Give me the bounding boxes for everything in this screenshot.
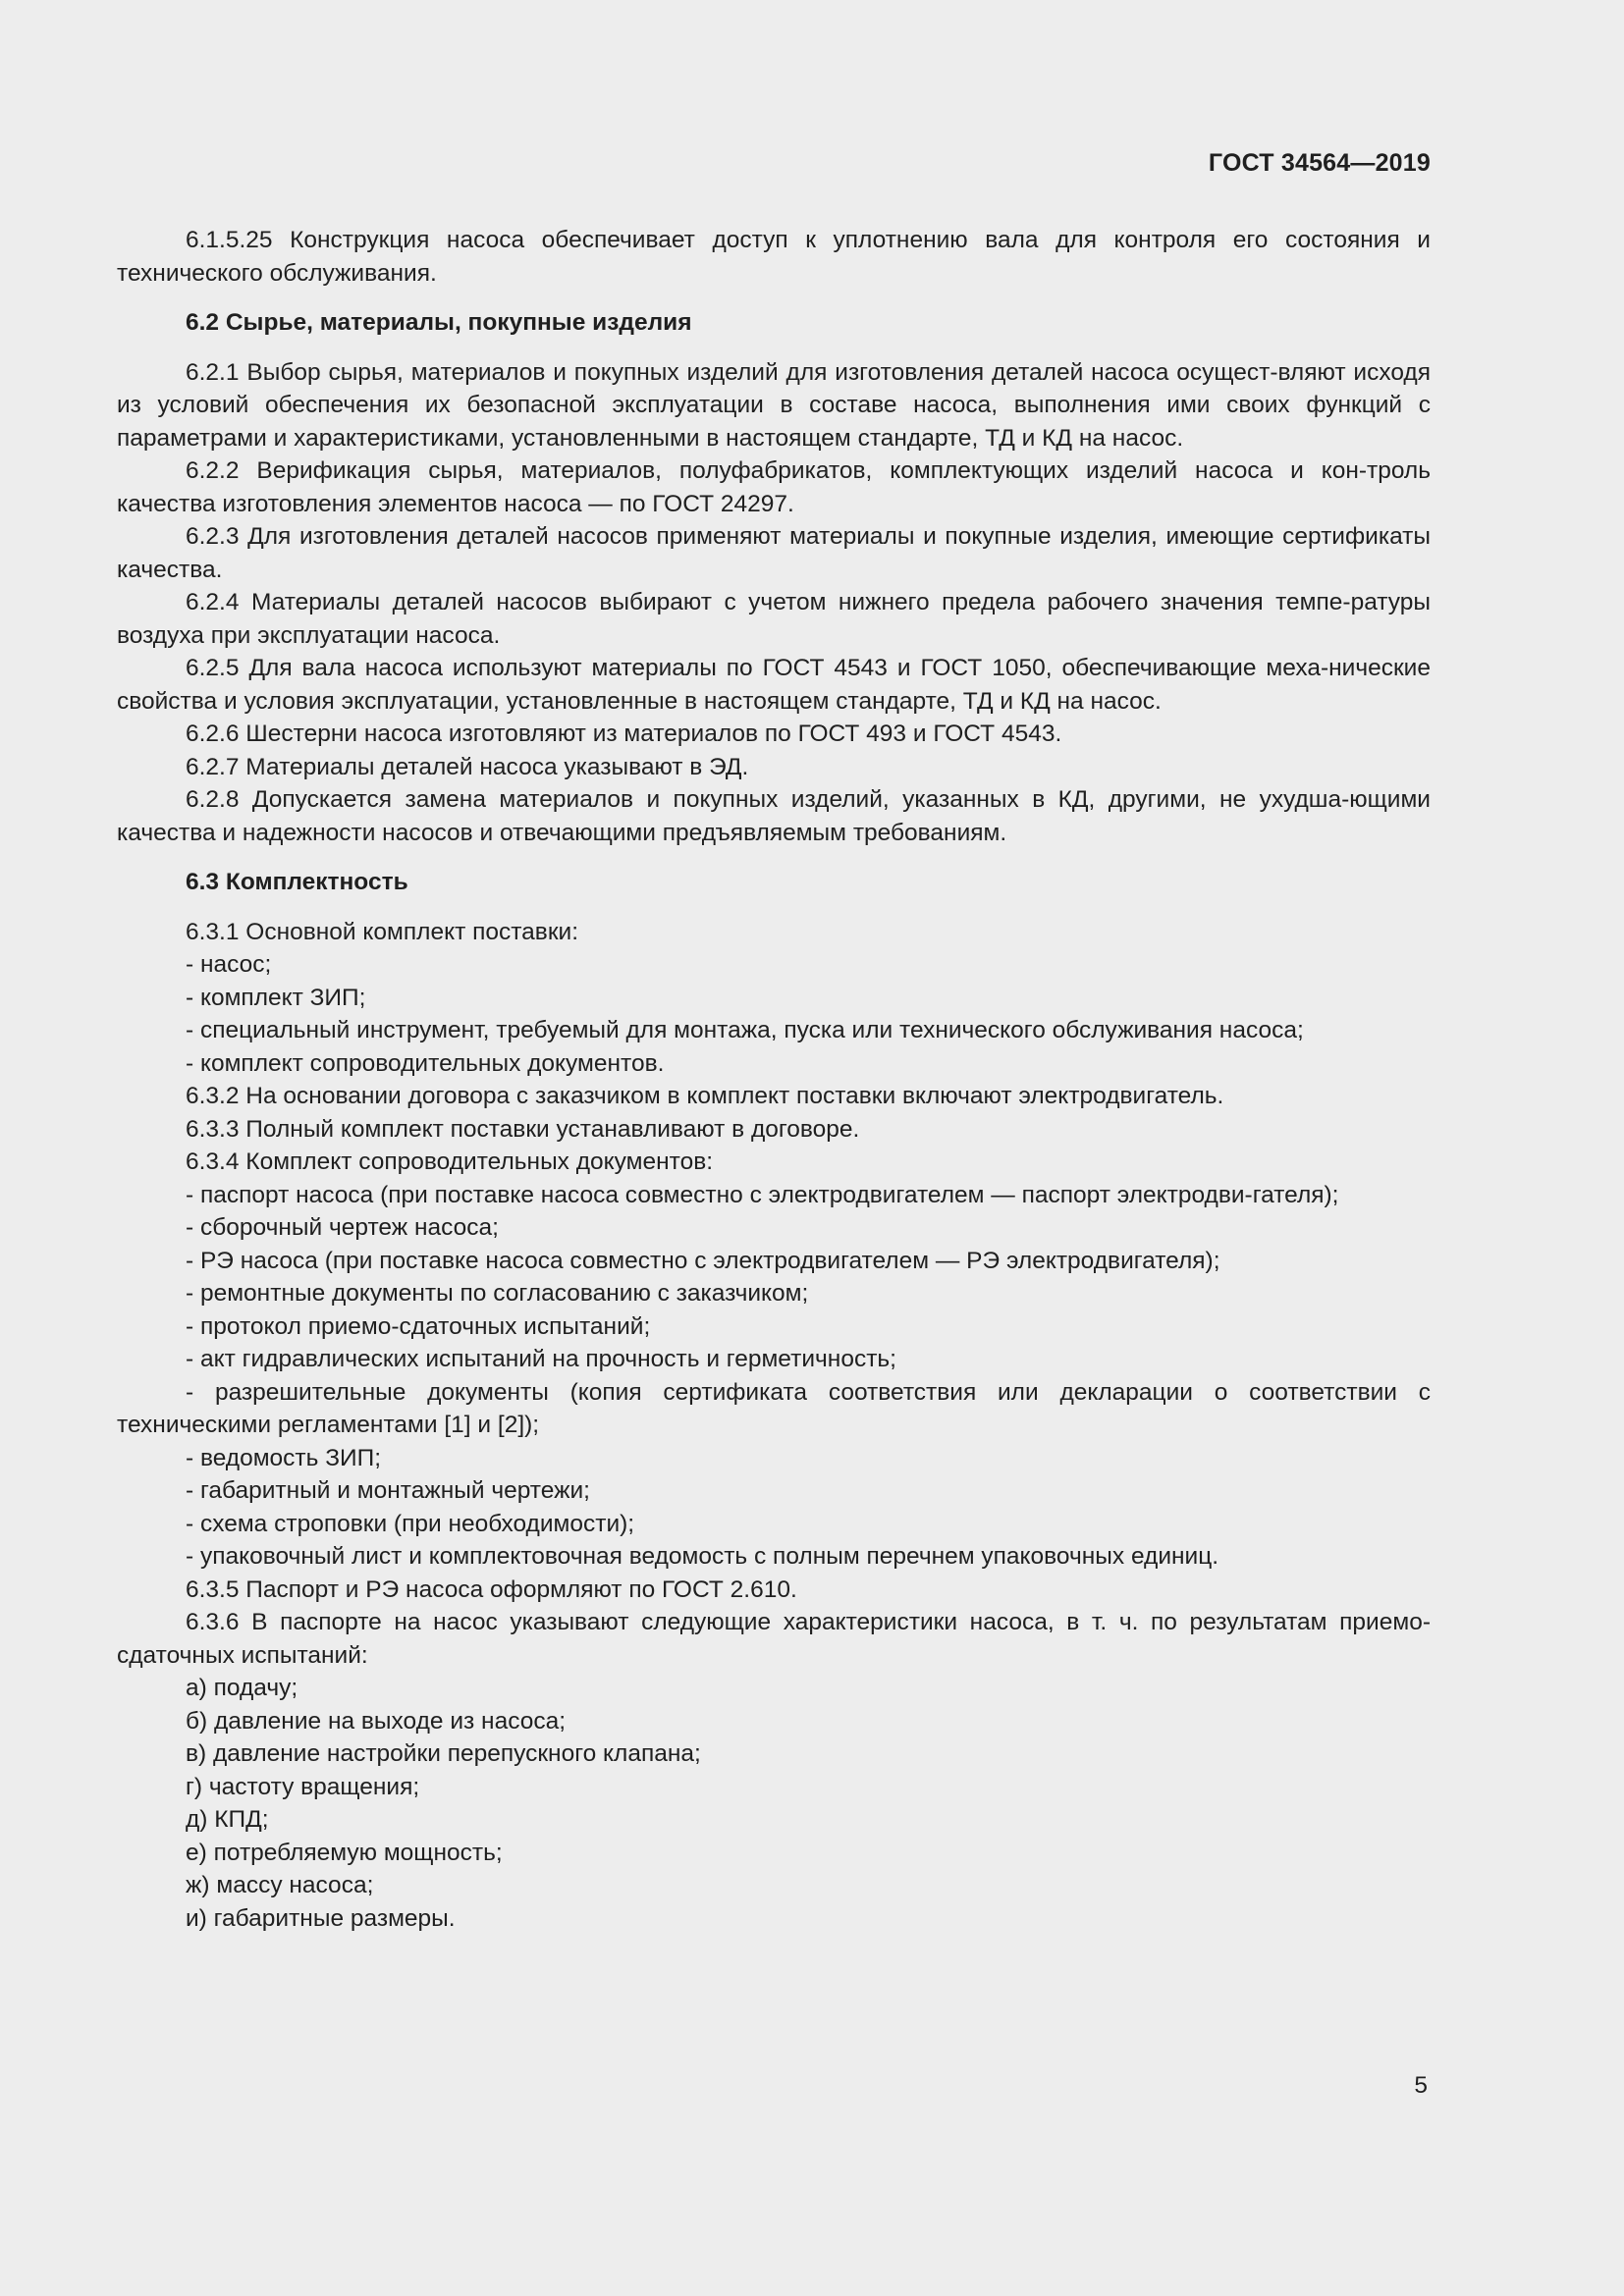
list-item: - комплект сопроводительных документов. — [186, 1049, 665, 1077]
list-item: - насос; — [186, 951, 272, 978]
list-item: - схема строповки (при необходимости); — [186, 1510, 635, 1537]
paragraph-6-3-3: 6.3.3 Полный комплект поставки устанавливают в договоре. — [186, 1115, 860, 1143]
list-item: е) потребляемую мощность; — [186, 1839, 503, 1866]
list-item: - протокол приемо-сдаточных испытаний; — [186, 1312, 651, 1340]
list-item: - ведомость ЗИП; — [186, 1444, 382, 1471]
list-item: - специальный инструмент, требуемый для монтажа, пуска или технического обслуживания насоса; — [186, 1017, 1304, 1043]
list-item: ж) массу насоса; — [186, 1872, 374, 1898]
list-item: - габаритный и монтажный чертежи; — [186, 1477, 590, 1504]
paragraph-6-2-3: 6.2.3 Для изготовления деталей насосов применяют материалы и покупные изделия, имеющие сертификаты качества. — [117, 523, 1431, 583]
paragraph-6-2-6: 6.2.6 Шестерни насоса изготовляют из материалов по ГОСТ 493 и ГОСТ 4543. — [186, 721, 1062, 747]
paragraph-6-1-5-25: 6.1.5.25 Конструкция насоса обеспечивает доступ к уплотнению вала для контроля его состояния и технического обслуживания. — [117, 227, 1431, 287]
paragraph-6-2-2: 6.2.2 Верификация сырья, материалов, полуфабрикатов, комплектующих изделий насоса и кон-троль качества изготовления элементов насоса — по ГОСТ 24297. — [117, 457, 1431, 517]
section-heading-6-3: 6.3 Комплектность — [186, 869, 408, 895]
document-header: ГОСТ 34564—2019 — [1208, 149, 1431, 177]
section-heading-6-2: 6.2 Сырье, материалы, покупные изделия — [186, 309, 692, 336]
list-item: д) КПД; — [186, 1806, 269, 1833]
list-item: а) подачу; — [186, 1675, 298, 1701]
paragraph-6-2-7: 6.2.7 Материалы деталей насоса указывают в ЭД. — [186, 753, 749, 780]
paragraph-6-3-2: 6.3.2 На основании договора с заказчиком в комплект поставки включают электродвигатель. — [186, 1083, 1224, 1109]
paragraph-6-3-4: 6.3.4 Комплект сопроводительных документов: — [186, 1148, 714, 1175]
paragraph-6-3-5: 6.3.5 Паспорт и РЭ насоса оформляют по ГОСТ 2.610. — [186, 1575, 797, 1603]
paragraph-6-2-8: 6.2.8 Допускается замена материалов и покупных изделий, указанных в КД, другими, не ухудша-ющими качества и надежности насосов и отвечающими предъявляемым требованиям. — [117, 786, 1431, 846]
paragraph-6-2-4: 6.2.4 Материалы деталей насосов выбирают с учетом нижнего предела рабочего значения темпе-ратуры воздуха при эксплуатации насоса. — [117, 589, 1431, 649]
paragraph-6-3-1: 6.3.1 Основной комплект поставки: — [186, 918, 579, 945]
list-item: в) давление настройки перепускного клапана; — [186, 1740, 701, 1767]
paragraph-6-2-5: 6.2.5 Для вала насоса используют материалы по ГОСТ 4543 и ГОСТ 1050, обеспечивающие меха-нические свойства и условия эксплуатации, установленные в настоящем стандарте, ТД и КД на насос. — [117, 655, 1431, 715]
list-item: - разрешительные документы (копия сертификата соответствия или декларации о соответствии с техническими регламентами [1] и [2]); — [117, 1378, 1431, 1438]
list-item: - ремонтные документы по согласованию с заказчиком; — [186, 1280, 809, 1307]
paragraph-6-3-6: 6.3.6 В паспорте на насос указывают следующие характеристики насоса, в т. ч. по результатам приемо-сдаточных испытаний: — [117, 1609, 1431, 1669]
list-item: - паспорт насоса (при поставке насоса совместно с электродвигателем — паспорт электродви-гателя); — [186, 1181, 1339, 1208]
document-body — [117, 224, 1431, 1935]
list-item: - акт гидравлических испытаний на прочность и герметичность; — [186, 1346, 896, 1372]
list-item: г) частоту вращения; — [186, 1773, 420, 1800]
page-number: 5 — [1414, 2072, 1428, 2099]
list-item: - упаковочный лист и комплектовочная ведомость с полным перечнем упаковочных единиц. — [186, 1543, 1219, 1570]
paragraph-6-2-1: 6.2.1 Выбор сырья, материалов и покупных изделий для изготовления деталей насоса осущест-вляют исходя из условий обеспечения их безопасной эксплуатации в составе насоса, выполнения ими своих функций с параметрами и характеристиками, установленными в настоящем стандарте, ТД и КД на насос. — [117, 358, 1431, 452]
list-item: и) габаритные размеры. — [186, 1904, 456, 1932]
list-item: - сборочный чертеж насоса; — [186, 1214, 499, 1241]
list-item: б) давление на выходе из насоса; — [186, 1707, 567, 1735]
list-item: - комплект ЗИП; — [186, 984, 366, 1011]
list-item: - РЭ насоса (при поставке насоса совместно с электродвигателем — РЭ электродвигателя); — [186, 1247, 1220, 1274]
